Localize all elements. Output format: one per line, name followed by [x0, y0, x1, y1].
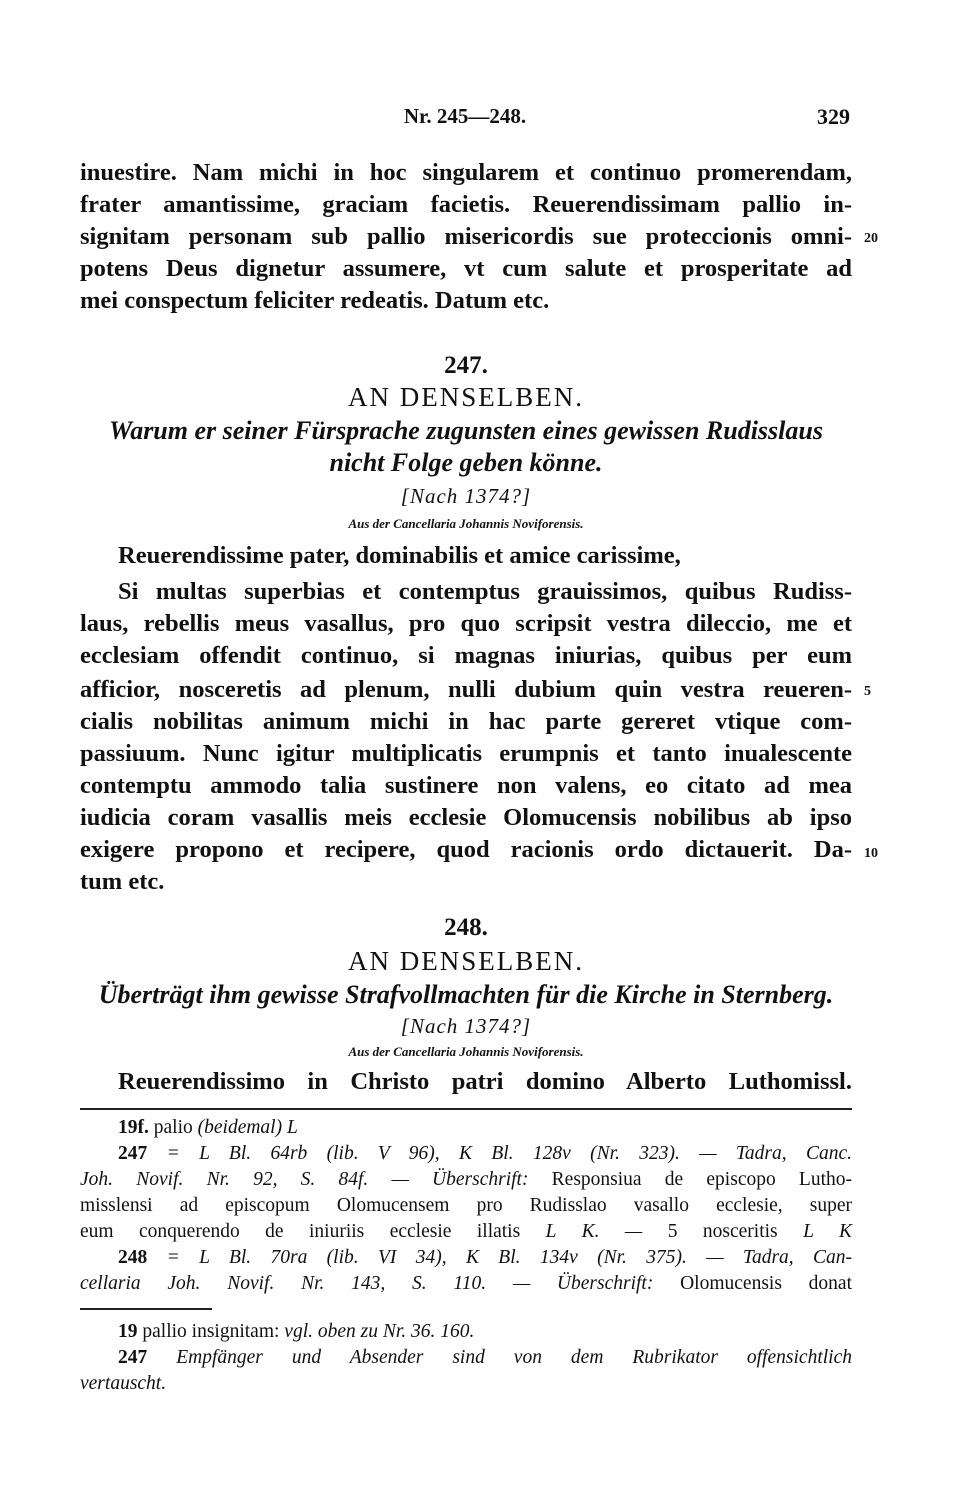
document-heading: AN DENSELBEN.	[348, 382, 584, 412]
body-line: ecclesiam offendit continuo, si magnas iniurias, quibus per eum	[80, 642, 852, 669]
apparatus-entry	[118, 1114, 852, 1142]
note-text: pallio insignitam:	[142, 1321, 280, 1342]
document-date: [Nach 1374?]	[400, 484, 532, 508]
apparatus-entry	[118, 1244, 852, 1272]
body-line: contemptu ammodo talia sustinere non valens, eo citato ad mea	[80, 772, 852, 799]
document-source: Aus der Cancellaria Johannis Noviforensis.	[348, 516, 584, 531]
body-line: mei conspectum feliciter redeatis. Datum etc.	[80, 287, 550, 314]
apparatus-ref: 248	[118, 1247, 148, 1268]
apparatus-line	[80, 1166, 852, 1194]
body-line: tum etc.	[80, 868, 165, 895]
apparatus-text: L K. —	[545, 1221, 643, 1242]
apparatus-text: Joh. Novif. Nr. 92, S. 84f. — Überschrift:	[80, 1169, 529, 1190]
document-number: 247.	[444, 352, 488, 379]
apparatus-text: L K	[803, 1221, 853, 1242]
apparatus-line: misslensi ad episcopum Olomucensem pro Rudisslao vasallo ecclesie, super	[80, 1195, 852, 1216]
apparatus-text: Olomucensis donat	[680, 1273, 852, 1294]
notes-divider	[80, 1308, 212, 1310]
body-line: signitam personam sub pallio misericordis sue proteccionis omni-	[80, 223, 852, 250]
page-number: 329	[817, 104, 850, 129]
document-subtitle: Warum er seiner Fürsprache zugunsten eines gewissen Rudisslaus	[109, 416, 823, 445]
apparatus-ref: 19f.	[118, 1117, 149, 1138]
body-line: frater amantissime, graciam facietis. Reuerendissimam pallio in-	[80, 191, 852, 218]
running-header	[80, 104, 850, 136]
document-subtitle: nicht Folge geben könne.	[329, 448, 603, 477]
apparatus-line	[80, 1270, 852, 1298]
note-entry	[118, 1318, 852, 1346]
body-line: cialis nobilitas animum michi in hac parte gereret vtique com-	[80, 708, 852, 735]
note-text: Empfänger und Absender sind von dem Rubrikator offensichtlich	[176, 1347, 852, 1368]
salutation: Reuerendissimo in Christo patri domino Alberto Luthomissl.	[118, 1068, 852, 1095]
note-ref: 19	[118, 1321, 138, 1342]
apparatus-text: cellaria Joh. Novif. Nr. 143, S. 110. — Überschrift:	[80, 1273, 654, 1294]
note-comment: vgl. oben zu Nr. 36. 160.	[284, 1321, 475, 1342]
apparatus-text: = L Bl. 70ra (lib. VI 34), K Bl. 134v (Nr. 375). — Tadra, Can-	[166, 1247, 853, 1268]
body-line: iudicia coram vasallis meis ecclesie Olomucensis nobilibus ab ipso	[80, 804, 852, 831]
document-date: [Nach 1374?]	[400, 1014, 532, 1038]
body-line: inuestire. Nam michi in hoc singularem et continuo promerendam,	[80, 159, 852, 186]
apparatus-entry	[118, 1140, 852, 1168]
body-line: potens Deus dignetur assumere, vt cum salute et prosperitate ad	[80, 255, 852, 282]
apparatus-text: eum conquerendo de iniuriis ecclesie illatis	[80, 1221, 521, 1242]
apparatus-divider	[80, 1108, 852, 1110]
apparatus-ref: 247	[118, 1143, 148, 1164]
body-line: passiuum. Nunc igitur multiplicatis erumpnis et tanto inualescente	[80, 740, 852, 767]
margin-line-number: 20	[864, 231, 878, 246]
document-source: Aus der Cancellaria Johannis Noviforensis.	[348, 1044, 584, 1059]
document-heading: AN DENSELBEN.	[348, 946, 584, 976]
salutation: Reuerendissime pater, dominabilis et amice carissime,	[118, 542, 681, 569]
body-line: Si multas superbias et contemptus grauissimos, quibus Rudiss-	[118, 578, 852, 605]
document-number-range: Nr. 245—248.	[403, 104, 527, 128]
apparatus-line	[80, 1218, 852, 1246]
apparatus-text: Responsiua de episcopo Lutho-	[551, 1169, 852, 1190]
margin-line-number: 10	[864, 846, 878, 861]
apparatus-note: (beidemal) L	[197, 1117, 298, 1138]
document-number: 248.	[444, 914, 488, 941]
body-line: afficior, nosceretis ad plenum, nulli dubium quin vestra reueren-	[80, 676, 852, 703]
body-line: laus, rebellis meus vasallus, pro quo scripsit vestra dileccio, me et	[80, 610, 852, 637]
body-line: exigere propono et recipere, quod racionis ordo dictauerit. Da-	[80, 836, 852, 863]
note-line: vertauscht.	[80, 1373, 167, 1394]
apparatus-text: palio	[153, 1117, 193, 1138]
margin-line-number: 5	[864, 684, 871, 699]
document-subtitle: Überträgt ihm gewisse Strafvollmachten für die Kirche in Sternberg.	[98, 980, 834, 1009]
note-ref: 247	[118, 1347, 148, 1368]
apparatus-text: = L Bl. 64rb (lib. V 96), K Bl. 128v (Nr. 323). — Tadra, Canc.	[166, 1143, 853, 1164]
apparatus-text: 5 nosceritis	[667, 1221, 778, 1242]
note-entry	[118, 1344, 852, 1372]
